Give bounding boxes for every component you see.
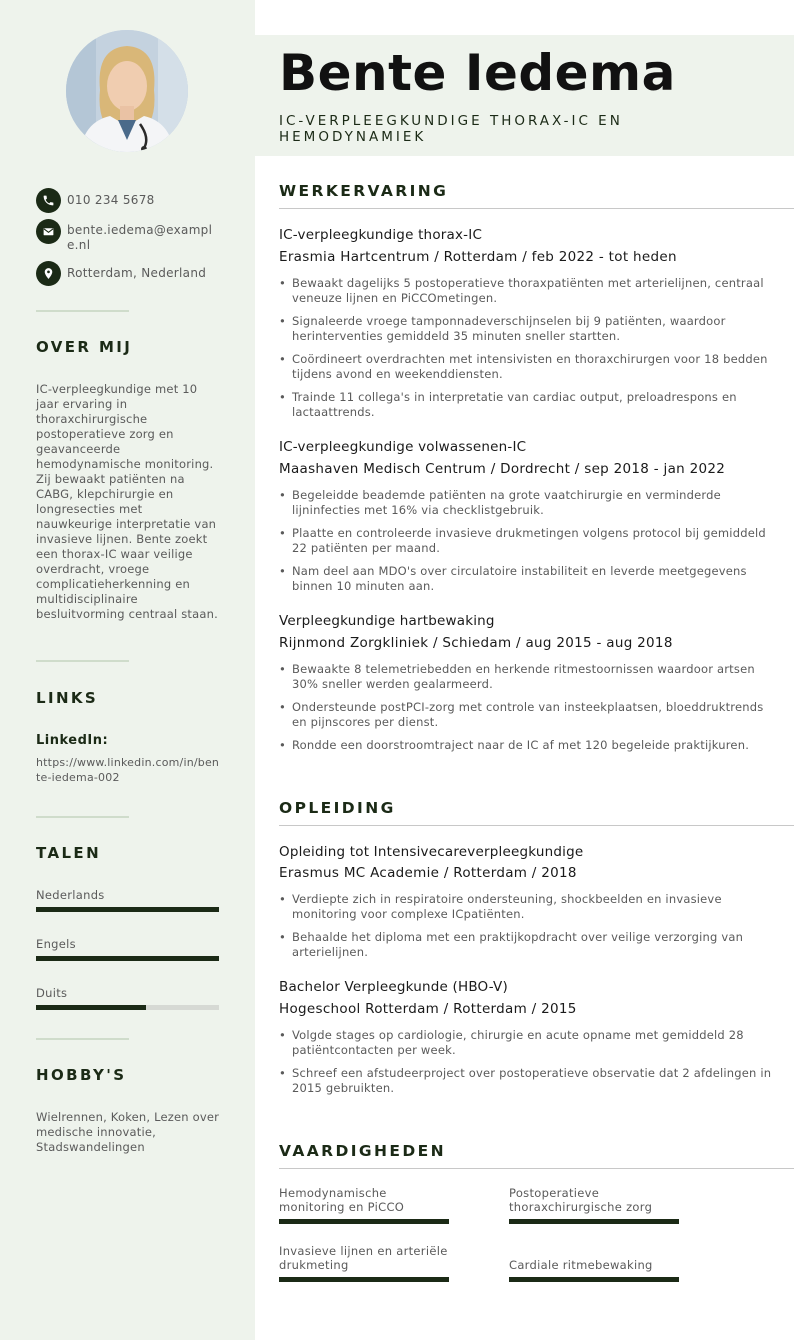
skill-item	[279, 1186, 449, 1224]
bullet-item: • Verdiepte zich in respiratoire ondersteuning, shockbeelden en invasieve monitoring voor complexe ICpatiënten.	[279, 892, 779, 922]
avatar	[66, 30, 188, 152]
education-subtitle: Hogeschool Rotterdam / Rotterdam / 2015	[279, 1001, 577, 1017]
bullet-item: • Trainde 11 collega's in interpretatie van cardiac output, preloadrespons en lactaattrends.	[279, 390, 779, 420]
section-rule	[279, 1168, 794, 1169]
education-bullets	[279, 892, 779, 968]
education-bullets	[279, 1028, 779, 1104]
contact-phone	[36, 188, 217, 213]
section-rule	[279, 825, 794, 826]
bullet-item: • Bewaakte 8 telemetriebedden en herkende ritmestoornissen waardoor artsen 30% sneller werden gealarmeerd.	[279, 662, 779, 692]
bullet-item: • Volgde stages op cardiologie, chirurgie en acute opname met gemiddeld 28 patiëntcontacten per week.	[279, 1028, 779, 1058]
bullet-item: • Plaatte en controleerde invasieve drukmetingen volgens protocol bij gemiddeld 22 patiënten per maand.	[279, 526, 779, 556]
language-level-fill	[36, 1005, 146, 1010]
phone-icon	[36, 188, 61, 213]
divider	[36, 660, 129, 662]
language-item	[36, 986, 219, 1010]
about-heading: OVER MIJ	[36, 338, 133, 356]
job-title: Verpleegkundige hartbewaking	[279, 613, 495, 629]
email-icon	[36, 219, 61, 244]
language-item	[36, 937, 219, 961]
about-text: IC-verpleegkundige met 10 jaar ervaring in thoraxchirurgische postoperatieve zorg en geavanceerde hemodynamische monitoring. Zij bewaakt patiënten na CABG, klepchirurgie en longresecties met nauwkeurige interpretatie van invasieve lijnen. Bente zoekt een thorax-IC waar veilige overdracht, vroege complicatieherkenning en multidisciplinaire besluitvorming centraal staan.	[36, 382, 218, 621]
skills-heading: VAARDIGHEDEN	[279, 1142, 447, 1160]
bullet-item: • Nam deel aan MDO's over circulatoire instabiliteit en leverde meetgegevens binnen 10 minuten aan.	[279, 564, 779, 594]
location-text: Rotterdam, Nederland	[67, 266, 207, 280]
languages-heading: TALEN	[36, 844, 102, 862]
job-title: IC-verpleegkundige volwassenen-IC	[279, 439, 527, 455]
job-title: IC-verpleegkundige thorax-IC	[279, 227, 483, 243]
bullet-item: • Rondde een doorstroomtraject naar de IC af met 120 begeleide praktijkuren.	[279, 738, 779, 753]
bullet-item: • Ondersteunde postPCI-zorg met controle van insteekplaatsen, bloeddruktrends en pijnscores per dienst.	[279, 700, 779, 730]
language-level-fill	[36, 956, 219, 961]
skill-name: Hemodynamische monitoring en PiCCO	[279, 1186, 405, 1214]
skill-name: Cardiale ritmebewaking	[509, 1258, 653, 1272]
job-subtitle: Rijnmond Zorgkliniek / Schiedam / aug 2015 - aug 2018	[279, 635, 673, 651]
candidate-title: IC-VERPLEEGKUNDIGE THORAX-IC EN HEMODYNAMIEK	[279, 113, 623, 145]
contact-location	[36, 261, 217, 286]
language-name: Nederlands	[36, 888, 105, 902]
bullet-item: • Begeleidde beademde patiënten na grote vaatchirurgie en verminderde lijninfecties met 16% via checklistgebruik.	[279, 488, 779, 518]
skill-bar	[279, 1219, 449, 1224]
job-bullets	[279, 488, 779, 602]
email-text[interactable]: bente.iedema@example.nl	[67, 223, 213, 252]
skill-item	[509, 1186, 679, 1224]
job-bullets	[279, 276, 779, 428]
experience-heading: WERKERVARING	[279, 182, 449, 200]
skill-item	[279, 1244, 449, 1282]
job-subtitle: Maashaven Medisch Centrum / Dordrecht / sep 2018 - jan 2022	[279, 461, 726, 477]
skill-item	[509, 1244, 679, 1282]
education-title: Opleiding tot Intensivecareverpleegkundige	[279, 844, 584, 860]
bullet-item: • Coördineert overdrachten met intensivisten en thoraxchirurgen voor 18 bedden tijdens avond en weekenddiensten.	[279, 352, 779, 382]
language-level-bar	[36, 907, 219, 912]
linkedin-label: LinkedIn:	[36, 733, 109, 748]
section-rule	[279, 208, 794, 209]
divider	[36, 816, 129, 818]
bullet-item: • Behaalde het diploma met een praktijkopdracht over veilige verzorging van arterielijnen.	[279, 930, 779, 960]
divider	[36, 310, 129, 312]
linkedin-link[interactable]: https://www.linkedin.com/in/bente-iedema-002	[36, 756, 220, 784]
language-level-bar	[36, 1005, 219, 1010]
language-name: Duits	[36, 986, 68, 1000]
links-heading: LINKS	[36, 689, 99, 707]
language-name: Engels	[36, 937, 76, 951]
bullet-item: • Signaleerde vroege tamponnadeverschijnselen bij 9 patiënten, waardoor herinterventies gemiddeld 35 minuten sneller startten.	[279, 314, 779, 344]
skill-bar	[509, 1219, 679, 1224]
skill-bar	[509, 1277, 679, 1282]
bullet-item: • Schreef een afstudeerproject over postoperatieve observatie dat 2 afdelingen in 2015 gebruikten.	[279, 1066, 779, 1096]
job-subtitle: Erasmia Hartcentrum / Rotterdam / feb 2022 - tot heden	[279, 249, 677, 265]
bullet-item: • Bewaakt dagelijks 5 postoperatieve thoraxpatiënten met arterielijnen, centraal veneuze lijnen en PiCCOmetingen.	[279, 276, 779, 306]
avatar-photo	[66, 30, 188, 152]
hobbies-heading: HOBBY'S	[36, 1066, 127, 1084]
location-pin-icon	[36, 261, 61, 286]
phone-text[interactable]: 010 234 5678	[67, 193, 155, 207]
education-heading: OPLEIDING	[279, 799, 396, 817]
education-title: Bachelor Verpleegkunde (HBO-V)	[279, 979, 508, 995]
language-level-fill	[36, 907, 219, 912]
language-level-bar	[36, 956, 219, 961]
skill-name: Invasieve lijnen en arteriële drukmeting	[279, 1244, 448, 1272]
hobbies-text: Wielrennen, Koken, Lezen over medische innovatie, Stadswandelingen	[36, 1110, 220, 1154]
language-item	[36, 888, 219, 912]
education-subtitle: Erasmus MC Academie / Rotterdam / 2018	[279, 865, 577, 881]
divider	[36, 1038, 129, 1040]
contact-email	[36, 219, 217, 253]
job-bullets	[279, 662, 779, 761]
skill-bar	[279, 1277, 449, 1282]
candidate-name: Bente Iedema	[279, 44, 676, 102]
skill-name: Postoperatieve thoraxchirurgische zorg	[509, 1186, 653, 1214]
